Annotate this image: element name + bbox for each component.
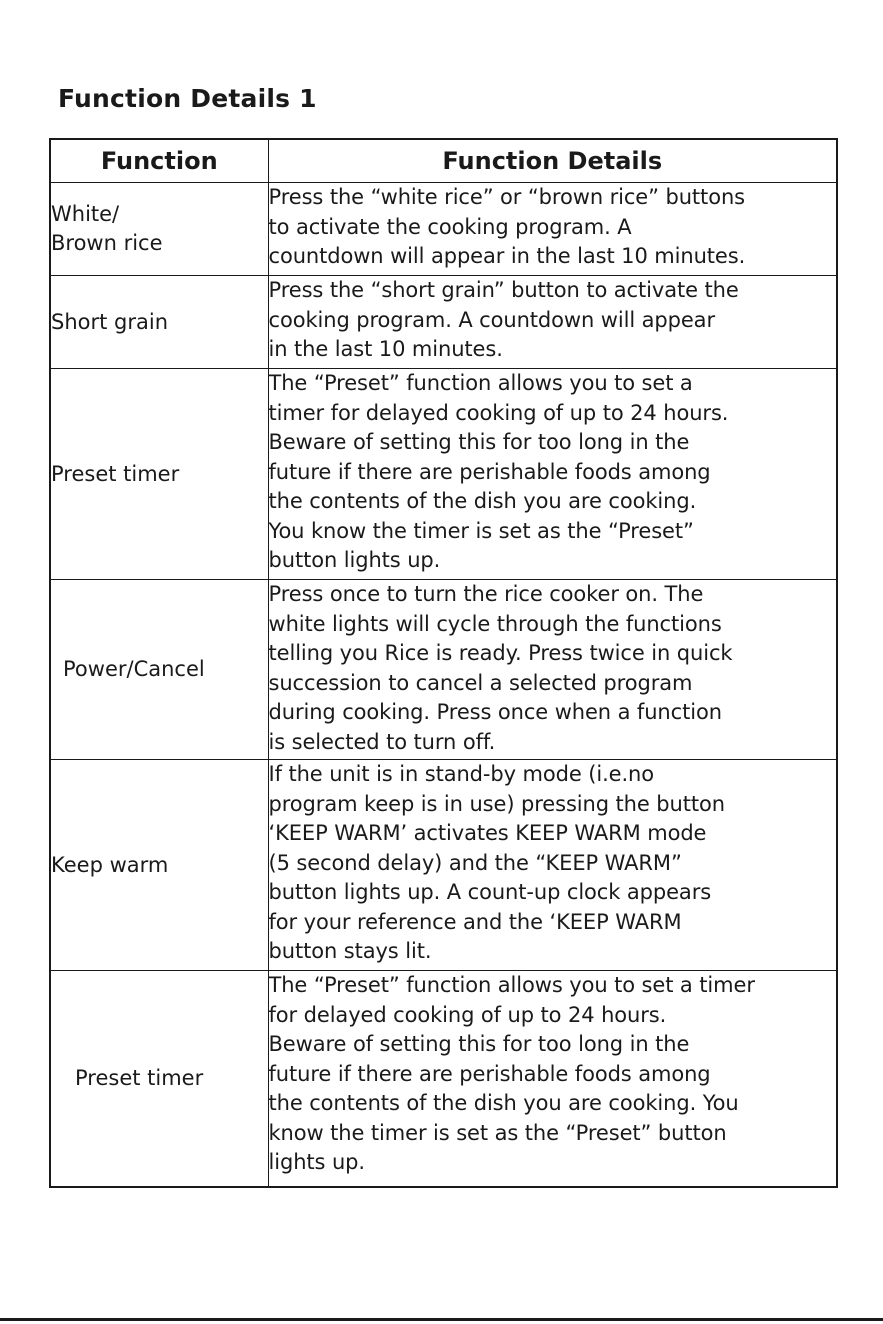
function-description: The “Preset” function allows you to set a timer for delayed cooking of up to 24 hours. Beware of setting this for too long in the future if there are perishable foods among the contents of the dish you are cooking. You know the timer is set as the “Preset” button lights up. [268,369,837,580]
function-name: Preset timer [50,369,268,580]
table-row [50,760,837,971]
function-description: Press once to turn the rice cooker on. The white lights will cycle through the functions telling you Rice is ready. Press twice in quick succession to cancel a selected program during cooking. Press once when a function is selected to turn off. [268,580,837,760]
page-bottom-rule [0,1318,883,1321]
function-name: White/ Brown rice [50,183,268,276]
function-column-header: Function [50,139,268,183]
function-description: Press the “white rice” or “brown rice” buttons to activate the cooking program. A countdown will appear in the last 10 minutes. [268,183,837,276]
table-row [50,580,837,760]
function-name: Preset timer [50,971,268,1188]
table-row [50,971,837,1188]
page-title: Function Details 1 [58,84,317,113]
function-name: Keep warm [50,760,268,971]
table-row [50,183,837,276]
function-name: Power/Cancel [50,580,268,760]
function-name: Short grain [50,276,268,369]
function-description: Press the “short grain” button to activate the cooking program. A countdown will appear in the last 10 minutes. [268,276,837,369]
table-header-row [50,139,837,183]
table-row [50,369,837,580]
function-description: If the unit is in stand-by mode (i.e.no program keep is in use) pressing the button ‘KEEP WARM’ activates KEEP WARM mode (5 second delay) and the “KEEP WARM” button lights up. A count-up clock appears for your reference and the ‘KEEP WARM button stays lit. [268,760,837,971]
table-row [50,276,837,369]
details-column-header: Function Details [268,139,837,183]
function-description: The “Preset” function allows you to set a timer for delayed cooking of up to 24 hours. Beware of setting this for too long in the future if there are perishable foods among the contents of the dish you are cooking. You know the timer is set as the “Preset” button lights up. [268,971,837,1188]
function-details-table [49,138,838,1188]
